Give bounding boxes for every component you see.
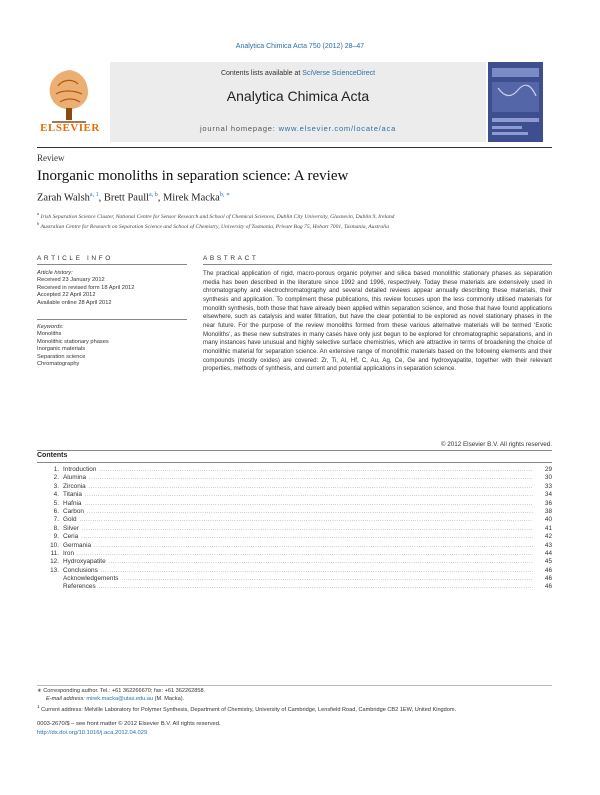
header-rule xyxy=(37,147,552,148)
toc-title[interactable]: Ceria xyxy=(63,533,79,541)
issn-line: 0003-2670/$ – see front matter © 2012 Elsevier B.V. All rights reserved. xyxy=(37,721,221,727)
toc-title[interactable]: Carbon xyxy=(63,507,84,515)
current-address-note xyxy=(37,704,552,713)
toc-leader-dots xyxy=(121,575,533,583)
toc-number: 6. xyxy=(53,507,59,515)
email-link[interactable]: mirek.macka@utas.edu.au xyxy=(86,696,154,702)
contents-available xyxy=(110,70,486,77)
toc-entry[interactable] xyxy=(37,474,552,482)
toc-entry[interactable] xyxy=(37,550,552,558)
toc-title[interactable]: Acknowledgements xyxy=(63,575,119,583)
current-address-text: Current address: Melville Laboratory for Polymer Synthesis, Department of Chemistry, University of Cambridge, Lensfield Road, Cambridge CB2 1EW, United Kingdom. xyxy=(41,706,457,713)
history-item: Received in revised form 18 April 2012 xyxy=(37,284,135,291)
toc-leader-dots xyxy=(99,466,533,474)
toc-entry[interactable] xyxy=(37,558,552,566)
publisher-wordmark: ELSEVIER xyxy=(40,122,100,134)
keyword: Separation science xyxy=(37,353,86,360)
keywords-label: Keywords: xyxy=(37,324,64,330)
toc-page-number[interactable]: 45 xyxy=(544,558,552,566)
history-item: Available online 28 April 2012 xyxy=(37,299,112,306)
keywords-list xyxy=(37,324,187,368)
toc-title[interactable]: Conclusions xyxy=(63,566,98,574)
keyword: Inorganic materials xyxy=(37,346,86,353)
toc-leader-dots xyxy=(82,525,533,533)
toc-entry[interactable] xyxy=(37,525,552,533)
author-name[interactable]: Brett Paull xyxy=(103,192,150,204)
affiliation-text: Australian Centre for Research on Separation Science and School of Chemistry, University of Tasmania, Private Bag 75, Hobart 7001, Tasmania, Australia xyxy=(40,223,390,230)
toc-page-number[interactable]: 33 xyxy=(544,482,552,490)
toc-page-number[interactable]: 34 xyxy=(544,491,552,499)
toc-leader-dots xyxy=(109,558,533,566)
toc-number: 8. xyxy=(53,524,59,532)
affiliation xyxy=(37,221,552,230)
toc-number: 5. xyxy=(53,499,59,507)
abstract-heading: ABSTRACT xyxy=(203,255,259,262)
corresponding-author-note: ∗ Corresponding author. Tel.: +61 362266670; fax: +61 362262858. xyxy=(37,688,206,694)
toc-title[interactable]: Hydroxyapatite xyxy=(63,558,106,566)
toc-page-number[interactable]: 29 xyxy=(544,466,552,473)
toc-title[interactable]: Silver xyxy=(63,524,79,532)
author-affil-mark[interactable]: b, ∗ xyxy=(219,192,230,198)
abstract-rule xyxy=(203,264,552,265)
toc-number: 10. xyxy=(50,541,59,549)
author-list: Zarah Walsh$^{a, 1}$, Brett Paull$^{a, b}$, Mirek Macka$^{b, ∗}$ xyxy=(37,192,230,204)
toc-leader-dots xyxy=(89,474,533,482)
contents-rule xyxy=(37,462,552,463)
toc-page-number[interactable]: 44 xyxy=(544,549,552,557)
email-note xyxy=(46,696,561,702)
email-label: E-mail address: xyxy=(46,696,85,702)
toc-entry[interactable] xyxy=(37,508,552,516)
toc-page-number[interactable]: 38 xyxy=(544,507,552,515)
affiliation-text: Irish Separation Science Cluster, National Centre for Sensor Research and School of Chemical Sciences, Dublin City University, Glasnevin, Dublin 9, Ireland xyxy=(40,213,395,220)
journal-name: Analytica Chimica Acta xyxy=(226,88,370,104)
toc-number: 7. xyxy=(53,516,59,524)
toc-title[interactable]: Alumina xyxy=(63,474,87,482)
table-of-contents xyxy=(37,466,552,592)
toc-title[interactable]: Titania xyxy=(63,491,82,499)
author-name[interactable]: Zarah Walsh xyxy=(37,192,90,204)
toc-leader-dots xyxy=(81,533,533,541)
affiliation-mark: a xyxy=(37,211,40,216)
sciencedirect-link[interactable]: SciVerse ScienceDirect xyxy=(302,70,376,77)
toc-entry[interactable] xyxy=(37,567,552,575)
toc-entry[interactable] xyxy=(37,491,552,499)
toc-title[interactable]: Introduction xyxy=(63,466,97,473)
affiliation-mark: b xyxy=(37,221,40,226)
toc-leader-dots xyxy=(94,542,533,550)
email-suffix: (M. Macka). xyxy=(154,696,185,702)
toc-entry[interactable] xyxy=(37,583,552,591)
history-item: Received 23 January 2012 xyxy=(37,277,105,284)
history-label: Article history: xyxy=(37,270,73,276)
toc-title[interactable]: Zirconia xyxy=(63,482,86,490)
toc-number: 4. xyxy=(53,491,59,499)
history-item: Accepted 22 April 2012 xyxy=(37,292,96,299)
toc-leader-dots xyxy=(99,583,533,591)
toc-leader-dots xyxy=(85,491,533,499)
toc-entry[interactable] xyxy=(37,542,552,550)
homepage-prefix: journal homepage: xyxy=(199,124,279,133)
toc-entry[interactable] xyxy=(37,466,552,474)
toc-entry[interactable] xyxy=(37,483,552,491)
toc-title[interactable]: Germania xyxy=(63,541,92,549)
abstract-copyright: © 2012 Elsevier B.V. All rights reserved. xyxy=(440,441,552,448)
toc-number: 9. xyxy=(53,533,59,541)
toc-number: 13. xyxy=(50,566,59,574)
doi-link[interactable]: http://dx.doi.org/10.1016/j.aca.2012.04.029 xyxy=(37,730,148,736)
journal-homepage xyxy=(110,124,486,133)
affiliation xyxy=(37,211,552,220)
elsevier-tree-logo xyxy=(38,64,100,126)
toc-page-number[interactable]: 36 xyxy=(544,499,552,507)
toc-entry[interactable] xyxy=(37,516,552,524)
article-title: Inorganic monoliths in separation science: A review xyxy=(37,168,349,184)
toc-page-number[interactable]: 30 xyxy=(544,474,552,482)
toc-number: 2. xyxy=(53,474,59,482)
journal-cover-thumbnail xyxy=(488,62,543,142)
current-address-mark: 1 xyxy=(37,704,40,709)
homepage-link[interactable]: www.elsevier.com/locate/aca xyxy=(278,124,397,133)
toc-title[interactable]: Gold xyxy=(63,516,77,524)
contents-title: Contents xyxy=(37,452,68,459)
abstract-end-rule xyxy=(37,450,552,451)
article-info-rule xyxy=(37,264,187,265)
keyword: Monolithic stationary phases xyxy=(37,338,109,345)
doi-line xyxy=(37,730,147,736)
toc-leader-dots xyxy=(101,567,533,575)
toc-leader-dots xyxy=(84,500,533,508)
toc-number: 3. xyxy=(53,482,59,490)
toc-leader-dots xyxy=(87,508,533,516)
footnote-rule xyxy=(37,685,552,686)
toc-page-number[interactable]: 46 xyxy=(544,575,552,583)
abstract-text: The practical application of rigid, macro-porous organic polymer and silica based monolithic stationary phases as separation media has been described in the literature since 1992 and 1996, respectively. Today these materials are extensively used in chromatography and electrochromatography and several detailed reviews appear annually describing these materials, their synthesis and application. To compliment these publications, this review focuses upon the less commonly utilised materials for monolith synthesis, both those that have already been applied within separation science, and those that have found applications elsewhere, such as catalysis and water filtration, but have the clear potential to be explored as novel stationary phases in the near future. For the purpose of the review monoliths formed from these various alternative materials will be termed ‘Exotic Monoliths’, as these new substrates in many cases have only just begun to be explored for chromatographic separations, and in many instances have unusual and highly selective surface chemistries, which are attractive in terms of broadening the choice of monolithic material for separation science. An extensive range of monolithic materials based on the following elements and their compounds (mostly oxides) are covered: Zr, Ti, Al, Hf, C, Au, Ag, Ce, Ge and hydroxyapatite, together with their relevant properties, methods of synthesis, and current and potential applications in separation science. xyxy=(203,270,552,373)
toc-page-number[interactable]: 41 xyxy=(544,524,552,532)
author-affil-mark[interactable]: a, 1 xyxy=(89,192,99,198)
toc-leader-dots xyxy=(80,516,534,524)
toc-page-number[interactable]: 42 xyxy=(544,533,552,541)
toc-title[interactable]: Hafnia xyxy=(63,499,82,507)
toc-entry[interactable] xyxy=(37,575,552,583)
article-type: Review xyxy=(37,153,65,163)
toc-leader-dots xyxy=(77,550,533,558)
toc-page-number[interactable]: 46 xyxy=(544,566,552,574)
toc-title[interactable]: References xyxy=(63,583,96,591)
article-info-heading: ARTICLE INFO xyxy=(37,255,113,262)
author-name[interactable]: Mirek Macka xyxy=(162,192,220,204)
toc-page-number[interactable]: 46 xyxy=(544,583,552,591)
toc-entry[interactable] xyxy=(37,500,552,508)
journal-citation[interactable]: Analytica Chimica Acta 750 (2012) 28–47 xyxy=(235,43,365,50)
author-affil-mark[interactable]: a, b xyxy=(149,192,158,198)
keyword: Chromatography xyxy=(37,361,80,368)
toc-page-number[interactable]: 43 xyxy=(544,541,552,549)
toc-entry[interactable] xyxy=(37,533,552,541)
keywords-rule xyxy=(37,319,187,320)
toc-number: 12. xyxy=(50,558,59,566)
toc-leader-dots xyxy=(89,483,533,491)
toc-page-number[interactable]: 40 xyxy=(544,516,552,524)
available-prefix: Contents lists available at xyxy=(220,70,303,77)
toc-number: 1. xyxy=(53,466,59,473)
keyword: Monoliths xyxy=(37,331,62,338)
article-history xyxy=(37,270,187,307)
toc-title[interactable]: Iron xyxy=(63,549,75,557)
toc-number: 11. xyxy=(50,549,59,557)
